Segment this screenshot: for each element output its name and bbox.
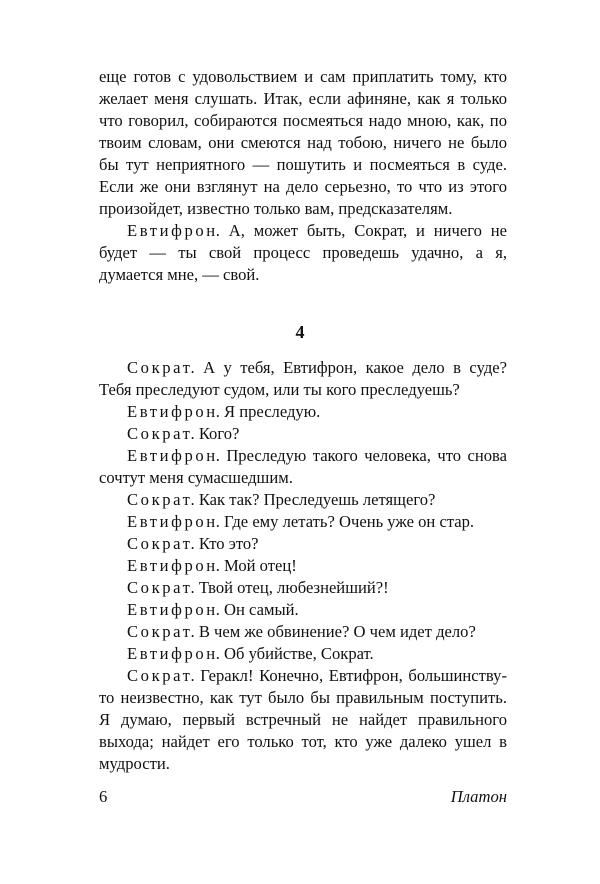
speech-text: Как так? Преследуешь летящего? — [198, 490, 436, 509]
speaker-name: Евтифрон — [127, 556, 218, 575]
speech-text: Об убийстве, Сократ. — [224, 644, 374, 663]
speaker-name: Евтифрон — [127, 600, 218, 619]
dialogue-line: Сократ. А у тебя, Евтифрон, какое дело в суде? Тебя преследуют судом, или ты кого преследуешь? — [99, 358, 507, 399]
chapter-number: 4 — [295, 322, 305, 342]
speaker-name: Сократ — [127, 578, 193, 597]
speaker-name: Евтифрон — [127, 446, 218, 465]
dialogue-line: Евтифрон. Он самый. — [127, 600, 299, 619]
dialogue-line: Евтифрон. Мой отец! — [127, 556, 297, 575]
dialogue-line: Сократ. Геракл! Конечно, Евтифрон, большинству-то неизвестно, как тут было бы правильным поступить. Я думаю, первый встречный не найдет правильного выхода; найдет его только тот, кто уже далеко ушел в мудрости. — [99, 666, 508, 773]
top-text-block — [99, 66, 507, 286]
speaker-name: Евтифрон — [127, 512, 218, 531]
speech-text: Кого? — [198, 424, 240, 443]
speech-text: А у тебя, Евтифрон, какое дело в суде? Тебя преследуют судом, или ты кого преследуешь? — [99, 358, 507, 399]
speaker-name: Сократ — [127, 666, 193, 685]
speech-text: Твой отец, любезнейший?! — [198, 578, 389, 597]
speaker-name: Сократ — [127, 622, 193, 641]
dialogue-line: Евтифрон. Преследую такого человека, что снова сочтут меня сумасшедшим. — [99, 446, 507, 487]
paragraph — [99, 66, 507, 220]
speaker-name: Сократ — [127, 534, 193, 553]
speaker-name: Сократ — [127, 358, 193, 377]
speech-text: Кто это? — [198, 534, 259, 553]
page-number: 6 — [99, 787, 108, 806]
speech-text: Преследую такого человека, что снова сочтут меня сумасшедшим. — [99, 446, 507, 487]
speech-text: Мой отец! — [224, 556, 297, 575]
dialogue-line: Евтифрон. Я преследую. — [127, 402, 321, 421]
dialogue-line: Сократ. Как так? Преследуешь летящего? — [127, 490, 436, 509]
speech-text: Геракл! Конечно, Евтифрон, большинству-то неизвестно, как тут было бы правильным поступить. Я думаю, первый встречный не найдет правильного выхода; найдет его только тот, кто уже далеко ушел в мудрости. — [99, 666, 508, 773]
speech-text: Где ему летать? Очень уже он стар. — [224, 512, 475, 531]
paragraph: Евтифрон. А, может быть, Сократ, и ничего не будет — ты свой процесс проведешь удачно, а я, думается мне, — свой. — [99, 221, 508, 284]
paragraph-text: еще готов с удовольствием и сам приплатить тому, кто желает меня слушать. Итак, если афиняне, как я только что говорил, собираются посмеяться надо мною, как, по твоим словам, они смеются над тобою, ничего не было бы тут неприятного — пошутить и посмеяться в суде. Если же они взглянут на дело серьезно, то что из этого произойдет, известно только вам, предсказателям. — [99, 67, 507, 218]
speech-text: Он самый. — [224, 600, 299, 619]
speaker-name: Евтифрон — [127, 402, 218, 421]
speech-text: А, может быть, Сократ, и ничего не будет — ты свой процесс проведешь удачно, а я, думается мне, — свой. — [99, 221, 508, 284]
speech-text: В чем же обвинение? О чем идет дело? — [198, 622, 476, 641]
running-head: Платон — [450, 787, 507, 806]
dialogue-line: Евтифрон. Где ему летать? Очень уже он стар. — [127, 512, 475, 531]
dialogue-line: Сократ. Твой отец, любезнейший?! — [127, 578, 389, 597]
speaker-name: Сократ — [127, 424, 193, 443]
dialogue-line: Сократ. Кто это? — [127, 534, 259, 553]
speaker-name: Евтифрон — [127, 644, 218, 663]
speaker-name: Сократ — [127, 490, 193, 509]
dialogue-block — [99, 357, 507, 775]
dialogue-line: Сократ. Кого? — [127, 424, 240, 443]
dialogue-line: Евтифрон. Об убийстве, Сократ. — [127, 644, 374, 663]
dialogue-line: Сократ. В чем же обвинение? О чем идет дело? — [127, 622, 476, 641]
speech-text: Я преследую. — [224, 402, 321, 421]
speaker-name: Евтифрон — [127, 221, 218, 240]
